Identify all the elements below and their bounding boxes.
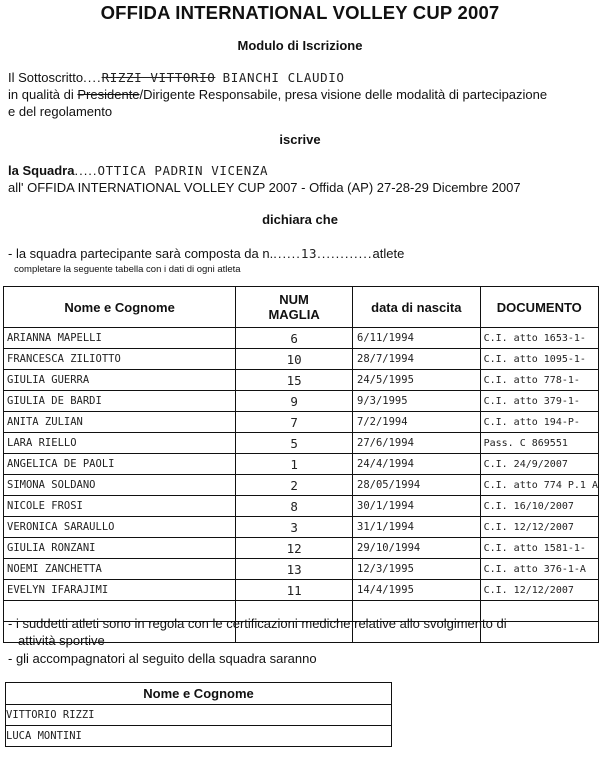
jersey-number: 13 [236,559,353,580]
document-id: C.I. atto 1095-1- [480,349,598,370]
team-line [8,163,268,178]
dotted-fill: ...... [273,246,301,261]
document-id: C.I. 16/10/2007 [480,496,598,517]
table-row [6,705,392,726]
birth-date: 31/1/1994 [353,517,481,538]
table-row [4,391,599,412]
jersey-number: 12 [236,538,353,559]
staff-note: - gli accompagnatori al seguito della squadra saranno [8,651,317,666]
dotted-fill: ............ [317,246,373,261]
birth-date: 24/4/1994 [353,454,481,475]
document-id: Pass. C 869551 [480,433,598,454]
medical-note-cont: attività sportive [18,633,105,648]
role-struck: Presidente [77,87,140,102]
athlete-name: ARIANNA MAPELLI [4,328,236,349]
jersey-number: 2 [236,475,353,496]
col-header-num: NUM MAGLIA [236,287,353,328]
dotted-fill: ..... [74,163,98,178]
role-prefix: in qualità di [8,87,78,102]
jersey-number: 15 [236,370,353,391]
staff-name: LUCA MONTINI [6,726,392,747]
birth-date: 30/1/1994 [353,496,481,517]
team-label: la Squadra [8,163,75,178]
declarant-line [8,70,344,85]
athlete-name: LARA RIELLO [4,433,236,454]
table-row [4,538,599,559]
table-row [4,328,599,349]
table-row [6,726,392,747]
regulation-line: e del regolamento [8,104,113,119]
table-row [4,454,599,475]
event-line: all' OFFIDA INTERNATIONAL VOLLEY CUP 2007 - Offida (AP) 27-28-29 Dicembre 2007 [8,180,521,195]
jersey-number: 1 [236,454,353,475]
document-id: C.I. atto 1653-1- [480,328,598,349]
athlete-name: SIMONA SOLDANO [4,475,236,496]
table-row [4,559,599,580]
document-id: C.I. 12/12/2007 [480,580,598,601]
athlete-name: EVELYN IFARAJIMI [4,580,236,601]
form-title: OFFIDA INTERNATIONAL VOLLEY CUP 2007 [100,2,500,23]
table-row [4,412,599,433]
declares-heading: dichiara che [262,212,338,227]
birth-date: 12/3/1995 [353,559,481,580]
athletes-table-body [4,328,599,643]
document-id: C.I. 24/9/2007 [480,454,598,475]
document-id: C.I. 12/12/2007 [480,517,598,538]
table-row [4,349,599,370]
jersey-number: 9 [236,391,353,412]
staff-name: VITTORIO RIZZI [6,705,392,726]
birth-date: 28/05/1994 [353,475,481,496]
table-instruction: completare la seguente tabella con i dati di ogni atleta [14,264,241,275]
jersey-number: 8 [236,496,353,517]
athlete-name: NICOLE FROSI [4,496,236,517]
team-name: OTTICA PADRIN VICENZA [97,163,269,178]
role-rest: /Dirigente Responsabile, presa visione delle modalità di partecipazione [139,87,548,102]
athlete-name: NOEMI ZANCHETTA [4,559,236,580]
composition-line [8,246,404,261]
col-header-name: Nome e Cognome [4,287,236,328]
birth-date: 14/4/1995 [353,580,481,601]
jersey-number: 3 [236,517,353,538]
staff-table-body [6,705,392,747]
athlete-name: GIULIA RONZANI [4,538,236,559]
table-row [4,475,599,496]
role-line [8,87,547,102]
document-id: C.I. atto 376-1-A [480,559,598,580]
birth-date: 6/11/1994 [353,328,481,349]
birth-date: 29/10/1994 [353,538,481,559]
staff-table [5,682,392,747]
jersey-number: 5 [236,433,353,454]
medical-note: - i suddetti atleti sono in regola con le certificazioni mediche relative allo svolgimento di [8,616,507,631]
athletes-table [3,286,599,643]
athletes-table-header [4,287,599,328]
composition-prefix: - la squadra partecipante sarà composta da n. [8,246,274,261]
table-row [4,580,599,601]
document-id: C.I. atto 1581-1- [480,538,598,559]
birth-date: 28/7/1994 [353,349,481,370]
declarant-name: BIANCHI CLAUDIO [222,70,345,85]
athlete-count: 13 [300,246,318,261]
registers-heading: iscrive [279,132,321,147]
athlete-name: GIULIA DE BARDI [4,391,236,412]
table-row [4,433,599,454]
form-subtitle: Modulo di Iscrizione [237,38,363,53]
composition-suffix: atlete [372,246,405,261]
athlete-name: ANGELICA DE PAOLI [4,454,236,475]
birth-date: 27/6/1994 [353,433,481,454]
table-row [4,496,599,517]
athlete-name: FRANCESCA ZILIOTTO [4,349,236,370]
document-id: C.I. atto 774 P.1 A [480,475,598,496]
document-id: C.I. atto 379-1- [480,391,598,412]
jersey-number: 10 [236,349,353,370]
dotted-fill: .... [83,70,102,85]
table-row [4,370,599,391]
col-header-dob: data di nascita [353,287,481,328]
birth-date: 9/3/1995 [353,391,481,412]
declarant-label: Il Sottoscritto [8,70,84,85]
jersey-number: 7 [236,412,353,433]
birth-date: 24/5/1995 [353,370,481,391]
jersey-number: 6 [236,328,353,349]
athlete-name: VERONICA SARAULLO [4,517,236,538]
staff-header: Nome e Cognome [6,683,392,705]
athlete-name: ANITA ZULIAN [4,412,236,433]
athlete-name: GIULIA GUERRA [4,370,236,391]
jersey-number: 11 [236,580,353,601]
birth-date: 7/2/1994 [353,412,481,433]
table-row [4,517,599,538]
document-id: C.I. atto 778-1- [480,370,598,391]
col-header-document: DOCUMENTO [480,287,598,328]
document-id: C.I. atto 194-P- [480,412,598,433]
declarant-struck-name: RIZZI VITTORIO [101,70,216,85]
